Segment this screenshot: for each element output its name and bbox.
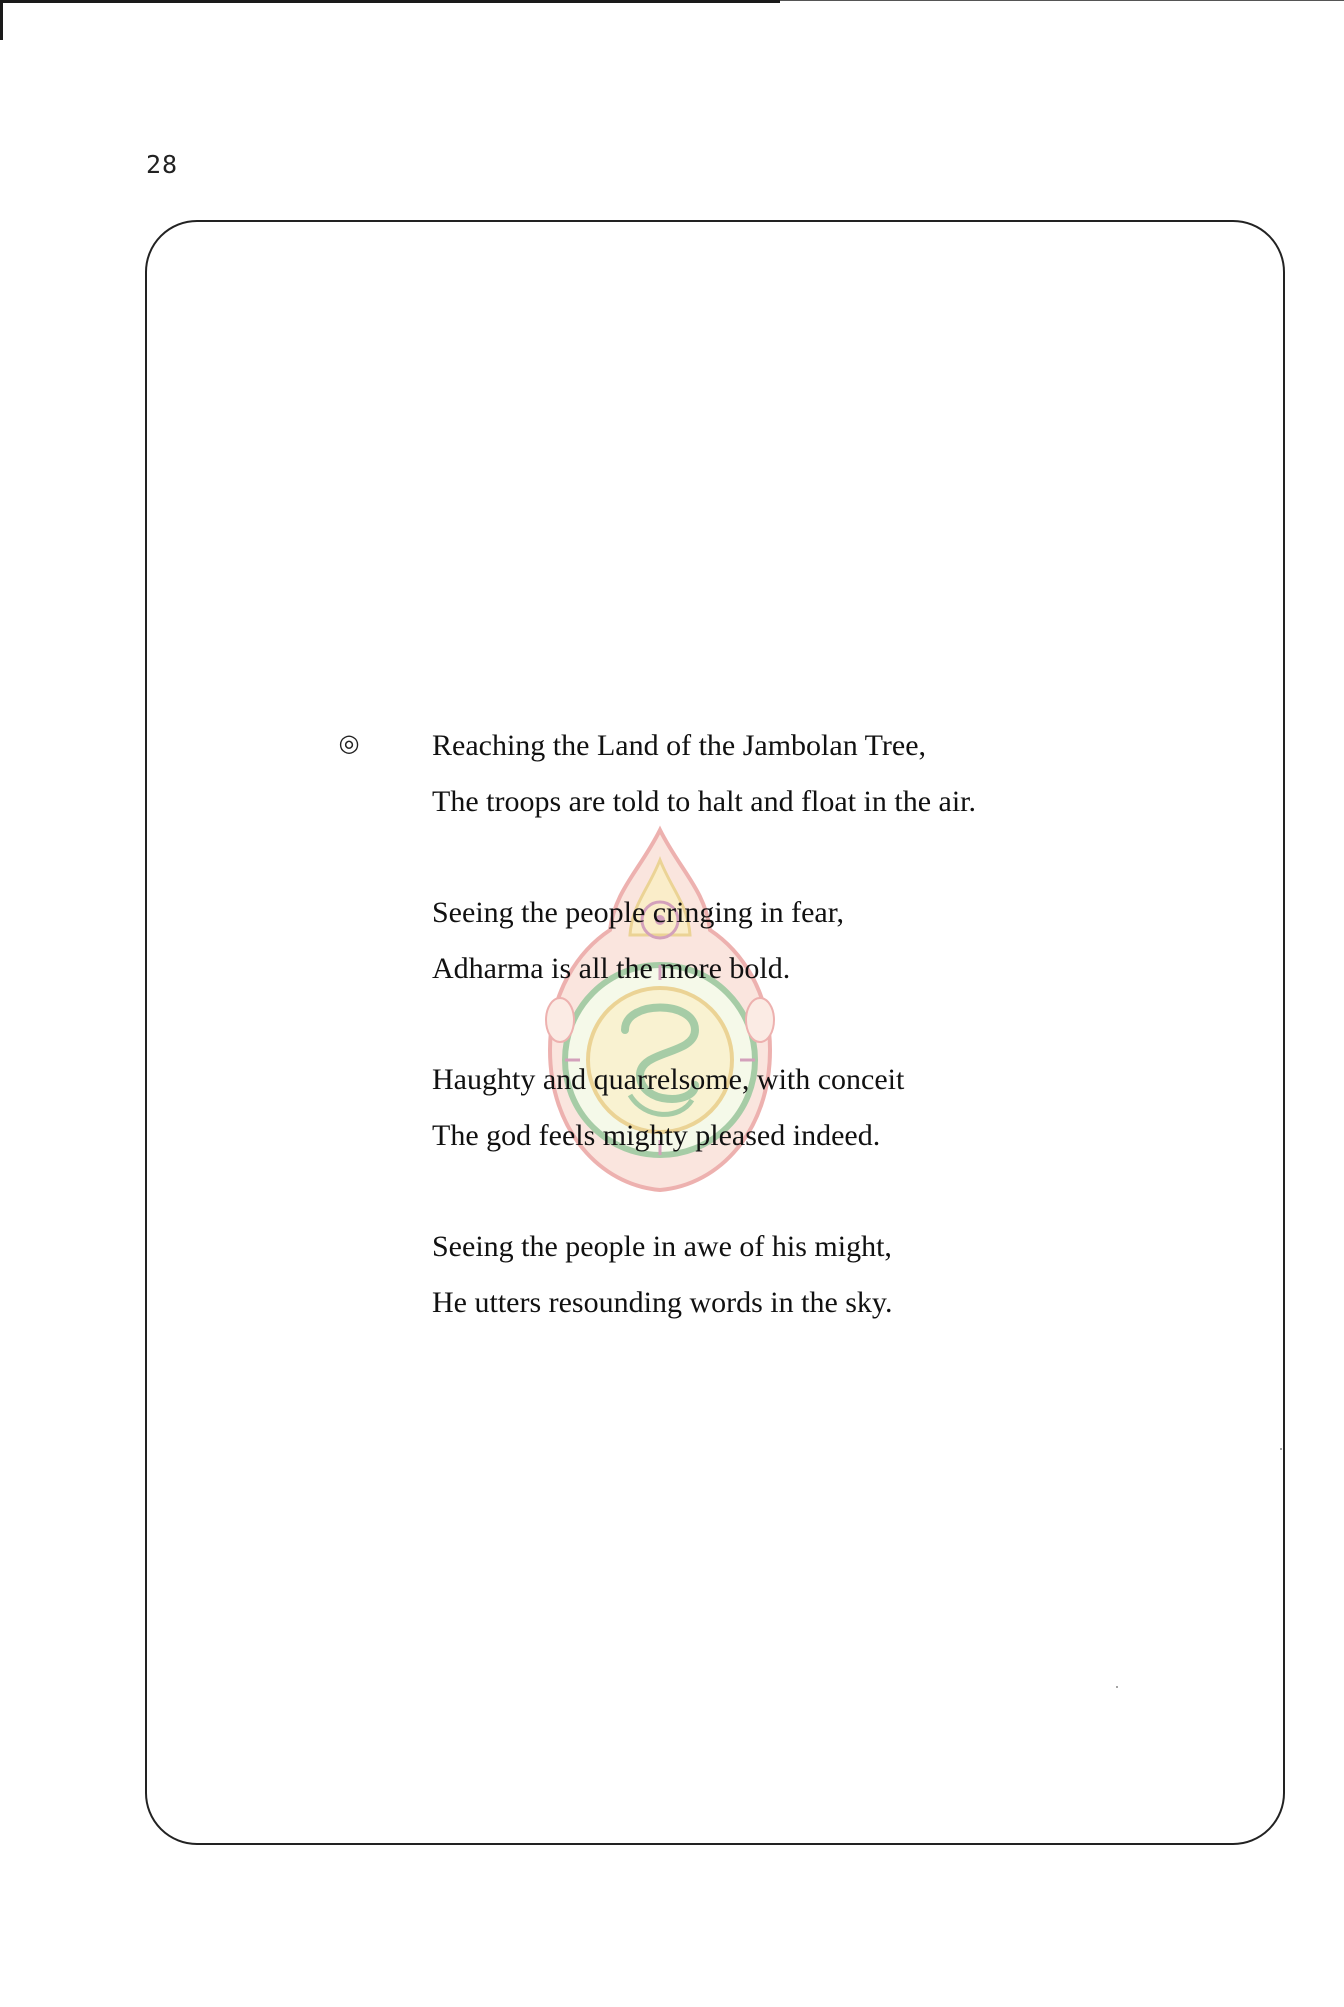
stanza-2 bbox=[432, 885, 1192, 997]
stanza-1 bbox=[432, 718, 1192, 830]
poem-line: Haughty and quarrelsome, with conceit bbox=[432, 1063, 905, 1096]
page-number: 28 bbox=[146, 150, 179, 179]
scan-edge-top bbox=[0, 0, 780, 3]
poem-line: Seeing the people in awe of his might, bbox=[432, 1230, 892, 1263]
double-circle-bullet-icon: ◎ bbox=[338, 729, 360, 757]
scan-edge-left bbox=[0, 0, 3, 40]
scan-edge-top-right bbox=[780, 0, 1344, 1]
poem-line: Adharma is all the more bold. bbox=[432, 952, 791, 985]
scan-speck bbox=[1116, 1686, 1118, 1688]
poem-line: The god feels mighty pleased indeed. bbox=[432, 1119, 881, 1152]
poem-line: He utters resounding words in the sky. bbox=[432, 1286, 893, 1319]
poem-line: The troops are told to halt and float in the air. bbox=[432, 785, 977, 818]
poem bbox=[432, 718, 1192, 1386]
stanza-4 bbox=[432, 1219, 1192, 1331]
scan-speck bbox=[1280, 1448, 1282, 1450]
poem-line: Seeing the people cringing in fear, bbox=[432, 896, 844, 929]
poem-line: Reaching the Land of the Jambolan Tree, bbox=[432, 729, 927, 762]
stanza-3 bbox=[432, 1052, 1192, 1164]
